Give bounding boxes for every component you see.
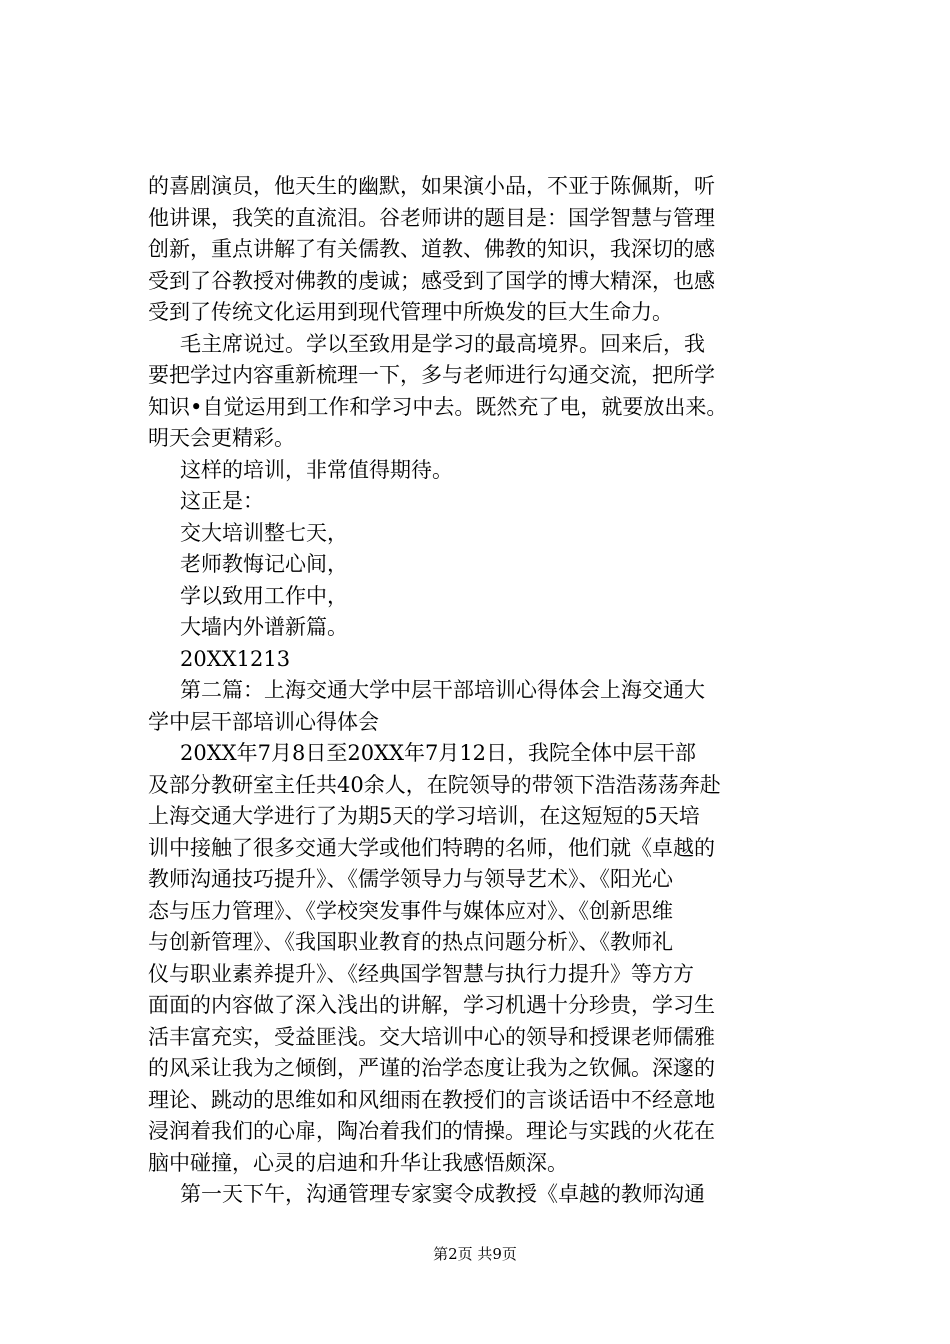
text-line: 的喜剧演员，他天生的幽默，如果演小品，不亚于陈佩斯，听 [148,174,715,198]
text-line: 第一天下午，沟通管理专家窦令成教授《卓越的教师沟通 [180,1182,705,1206]
text-line: 毛主席说过。学以至致用是学习的最高境界。回来后，我 [180,331,705,356]
text-line: 学中层干部培训心得体会 [148,709,379,734]
text-line: 仪与职业素养提升》、《经典国学智慧与执行力提升》等方方 [148,961,694,986]
text-line: 活丰富充实，受益匪浅。交大培训中心的领导和授课老师儒雅 [148,1024,715,1049]
text-line: 20XX年7月8日至20XX年7月12日，我院全体中层干部 [180,741,697,765]
text-line: 创新，重点讲解了有关儒教、道教、佛教的知识，我深切的感 [148,237,715,261]
text-line: 老师教悔记心间， [180,552,348,576]
text-line: 脑中碰撞，心灵的启迪和升华让我感悟颇深。 [148,1150,568,1175]
text-line: 20XX1213 [180,646,291,671]
text-line: 明天会更精彩。 [148,426,295,450]
text-line: 理论、跳动的思维如和风细雨在教授们的言谈话语中不经意地 [148,1087,715,1112]
text-line: 大墙内外谱新篇。 [180,615,348,639]
text-line: 知识•自觉运用到工作和学习中去。既然充了电，就要放出来。 [148,394,728,419]
text-line: 受到了谷教授对佛教的虔诚；感受到了国学的博大精深，也感 [148,268,715,293]
text-line: 面面的内容做了深入浅出的讲解，学习机遇十分珍贵，学习生 [148,993,715,1017]
text-line: 与创新管理》、《我国职业教育的热点问题分析》、《教师礼 [148,930,673,954]
text-line: 第二篇：上海交通大学中层干部培训心得体会上海交通大 [180,678,705,702]
text-line: 训中接触了很多交通大学或他们特聘的名师，他们就《卓越的 [148,835,715,860]
text-line: 上海交通大学进行了为期5天的学习培训，在这短短的5天培 [148,804,700,828]
text-line: 受到了传统文化运用到现代管理中所焕发的巨大生命力。 [148,300,673,324]
page-footer: 第2页 共9页 [433,1245,517,1263]
text-line: 要把学过内容重新梳理一下，多与老师进行勾通交流，把所学 [148,363,715,387]
text-line: 学以致用工作中， [180,583,348,608]
document-body [148,171,838,1211]
text-line: 这正是： [180,489,264,513]
text-line: 态与压力管理》、《学校突发事件与媒体应对》、《创新思维 [148,898,673,923]
text-line: 及部分教研室主任共40余人，在院领导的带领下浩浩荡荡奔赴 [148,772,721,797]
text-line: 浸润着我们的心扉，陶冶着我们的情操。理论与实践的火花在 [148,1119,715,1143]
text-line: 他讲课，我笑的直流泪。谷老师讲的题目是：国学智慧与管理 [148,205,715,230]
text-line: 这样的培训，非常值得期待。 [180,457,453,482]
text-line: 的风采让我为之倾倒，严谨的治学态度让我为之钦佩。深邃的 [148,1056,715,1080]
text-line: 教师沟通技巧提升》、《儒学领导力与领导艺术》、《阳光心 [148,867,673,891]
text-line: 交大培训整七天， [180,520,348,545]
